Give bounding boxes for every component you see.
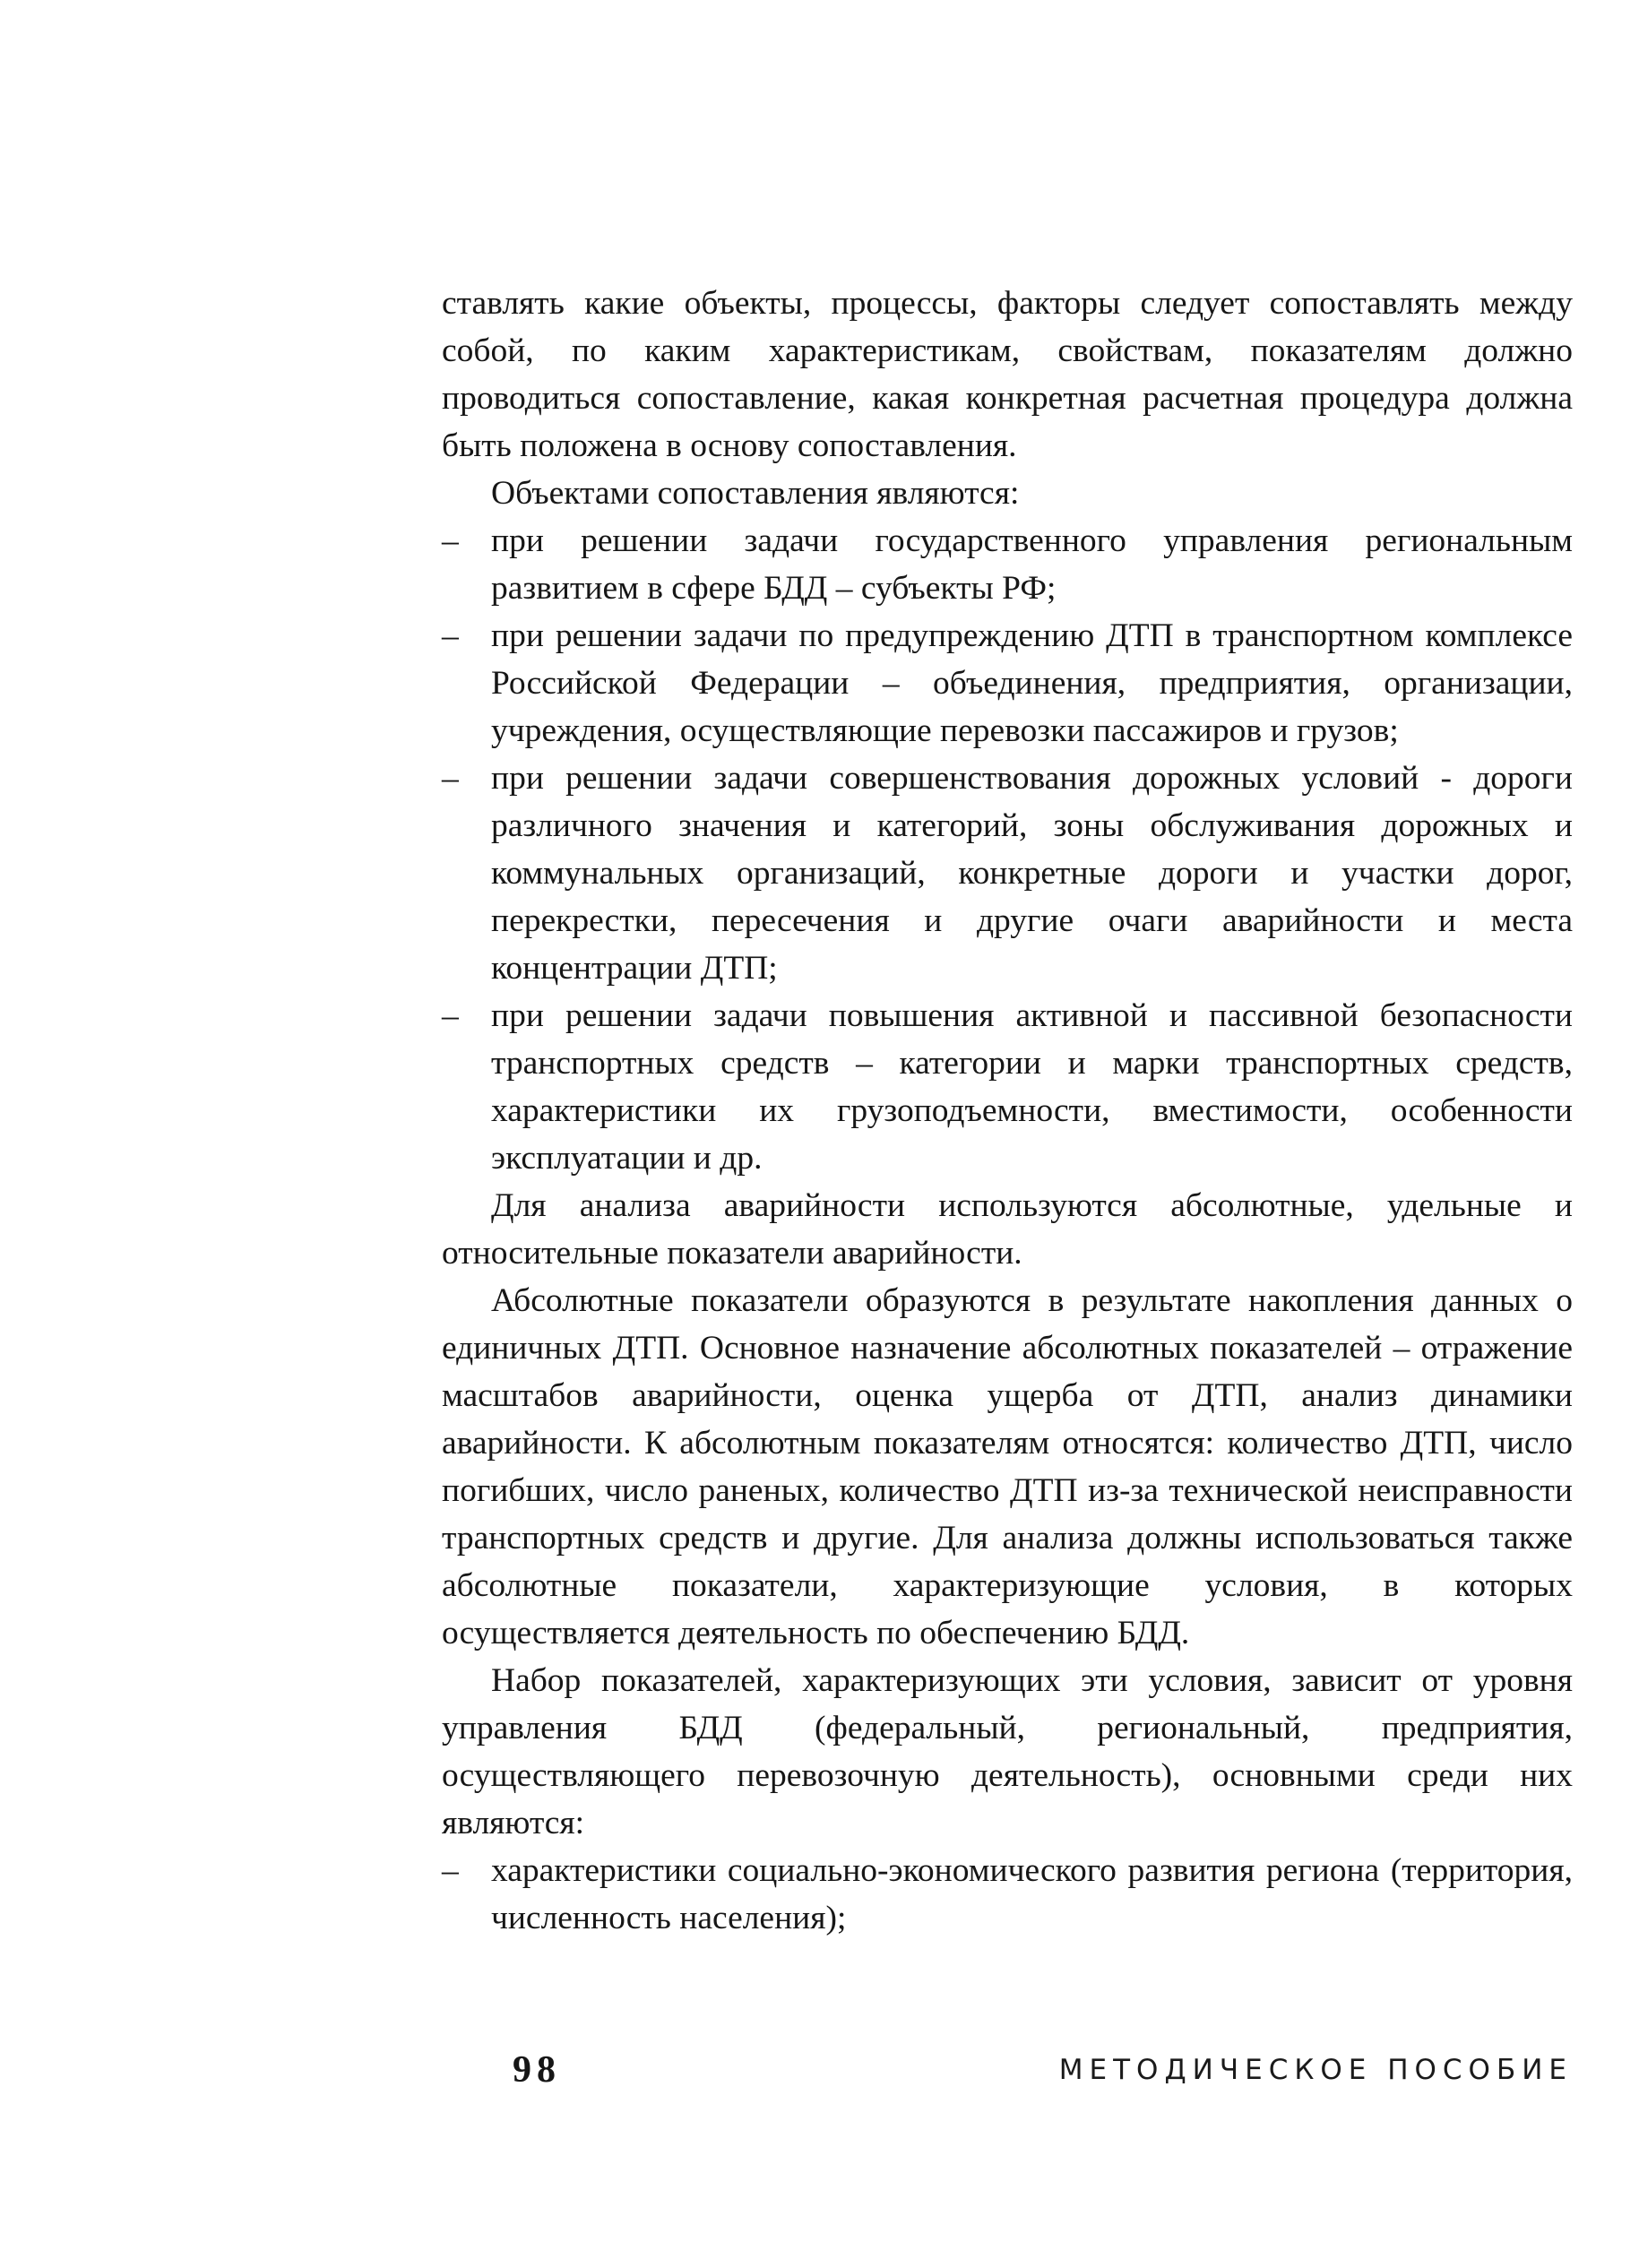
paragraph-continuation: ставлять какие объекты, процессы, факторы следует сопоставлять между собой, по каким характеристикам, свойствам, показателям должно проводиться сопоставление, какая конкретная расчетная процедура должна быть положена в основу сопоставления.: [442, 285, 1573, 464]
paragraph-absolute-indicators: Абсолютные показатели образуются в результате накопления данных о единичных ДТП. Основное назначение абсолютных показателей – отражение масштабов аварийности, оценка ущерба от ДТП, анализ динамики аварийности. К абсолютным показателям относятся: количество ДТП, число погибших, число раненых, количество ДТП из-за технической неисправности транспортных средств и другие. Для анализа должны использоваться также абсолютные показатели, характеризующие условия, в которых осуществляется деятельность по обеспечению БДД.: [442, 1282, 1573, 1651]
paragraph-indicator-set: Набор показателей, характеризующих эти условия, зависит от уровня управления БДД (федеральный, региональный, предприятия, осуществляющего перевозочную деятельность), основными среди них являются:: [442, 1662, 1573, 1841]
list-item-text: при решении задачи повышения активной и пассивной безопасности транспортных средств – категории и марки транспортных средств, характеристики их грузоподъемности, вместимости, особенности эксплуатации и др.: [491, 997, 1573, 1177]
list-item: [442, 517, 1573, 612]
list-item: [442, 1847, 1573, 1942]
list-item: [442, 992, 1573, 1182]
dash-marker: –: [442, 617, 459, 654]
list-item: [442, 612, 1573, 755]
dash-marker: –: [442, 522, 459, 559]
page-footer: [513, 2048, 1573, 2102]
running-title: МЕТОДИЧЕСКОЕ ПОСОБИЕ: [1058, 2054, 1573, 2086]
dash-marker: –: [442, 997, 459, 1034]
list-item-text: при решении задачи государственного управления региональным развитием в сфере БДД – субъекты РФ;: [491, 522, 1573, 607]
list-item: [442, 755, 1573, 992]
dash-marker: –: [442, 760, 459, 797]
conditions-list: [442, 1847, 1573, 1942]
list-item-text: при решении задачи по предупреждению ДТП в транспортном комплексе Российской Федерации – объединения, предприятия, организации, учреждения, осуществляющие перевозки пассажиров и грузов;: [491, 617, 1573, 749]
objects-intro: Объектами сопоставления являются:: [491, 475, 1020, 512]
list-item-text: при решении задачи совершенствования дорожных условий - дороги различного значения и категорий, зоны обслуживания дорожных и коммунальных организаций, конкретные дороги и участки дорог, перекрестки, пересечения и другие очаги аварийности и места концентрации ДТП;: [491, 760, 1573, 987]
paragraph-indicators: Для анализа аварийности используются абсолютные, удельные и относительные показатели аварийности.: [442, 1187, 1573, 1272]
page-number: 98: [513, 2049, 561, 2091]
list-item-text: характеристики социально-экономического развития региона (территория, численность населения);: [491, 1852, 1573, 1936]
page-body: [442, 280, 1573, 1942]
objects-list: [442, 517, 1573, 1182]
dash-marker: –: [442, 1852, 459, 1889]
